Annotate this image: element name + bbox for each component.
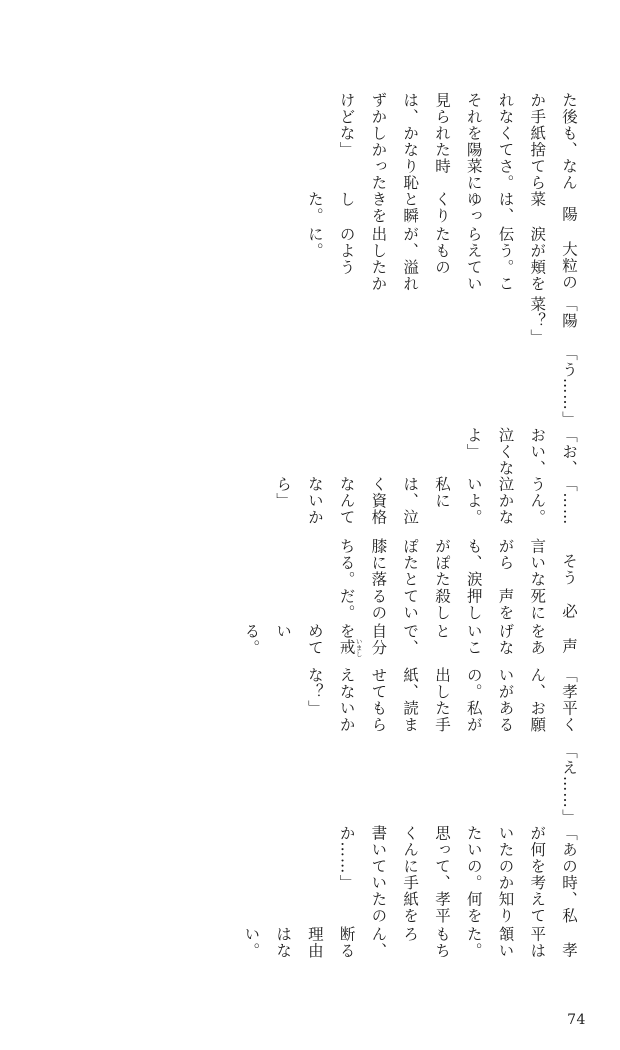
ruby-annotation: 戒 いまし	[337, 637, 363, 658]
paragraph: た後も、なんか手紙捨てられなくてさ。それを陽菜に見られた時は、かなり恥ずかしかったけどな」	[337, 92, 578, 191]
paragraph: 孝平は頷いた。もちろん、断る理由はない。	[242, 926, 578, 959]
dialogue-line: 「う……」	[560, 344, 578, 427]
page-number: 74	[567, 1012, 586, 1028]
paragraph: そう言いながらも、涙がぽたぽたと膝に落ちる。	[337, 537, 578, 587]
paragraph: 大粒の涙が頬を伝う。こらえていたものが、溢れ出したかのように。	[305, 225, 578, 292]
dialogue-line: 「……うん。泣かないよ。私には、泣く資格なんてないから」	[274, 476, 578, 526]
dialogue-line: 「え……」	[560, 743, 578, 826]
dialogue-line: 「あの時、私が何を考えていたのか知りたいの。何を思って、孝平くんに手紙を書いていたのか……」	[337, 825, 578, 924]
vertical-text-body	[235, 92, 584, 972]
paragraph: 必死に声を押し殺しているのだ。	[337, 587, 578, 621]
paragraph: 陽菜は、ゆっくりと瞬きをした。	[305, 190, 578, 224]
dialogue-line: 「孝平くん、お願いがあるの。私が出した手紙、読ませてもらえないかな？」	[305, 666, 578, 733]
dialogue-line: 「陽菜？」	[528, 295, 578, 345]
dialogue-line: 「お、おい、泣くなよ」	[464, 426, 578, 477]
paragraph-with-ruby	[235, 623, 584, 667]
paragraph-ruby-text: 声をあげないことで、自分を戒 いましめている。	[242, 622, 578, 658]
